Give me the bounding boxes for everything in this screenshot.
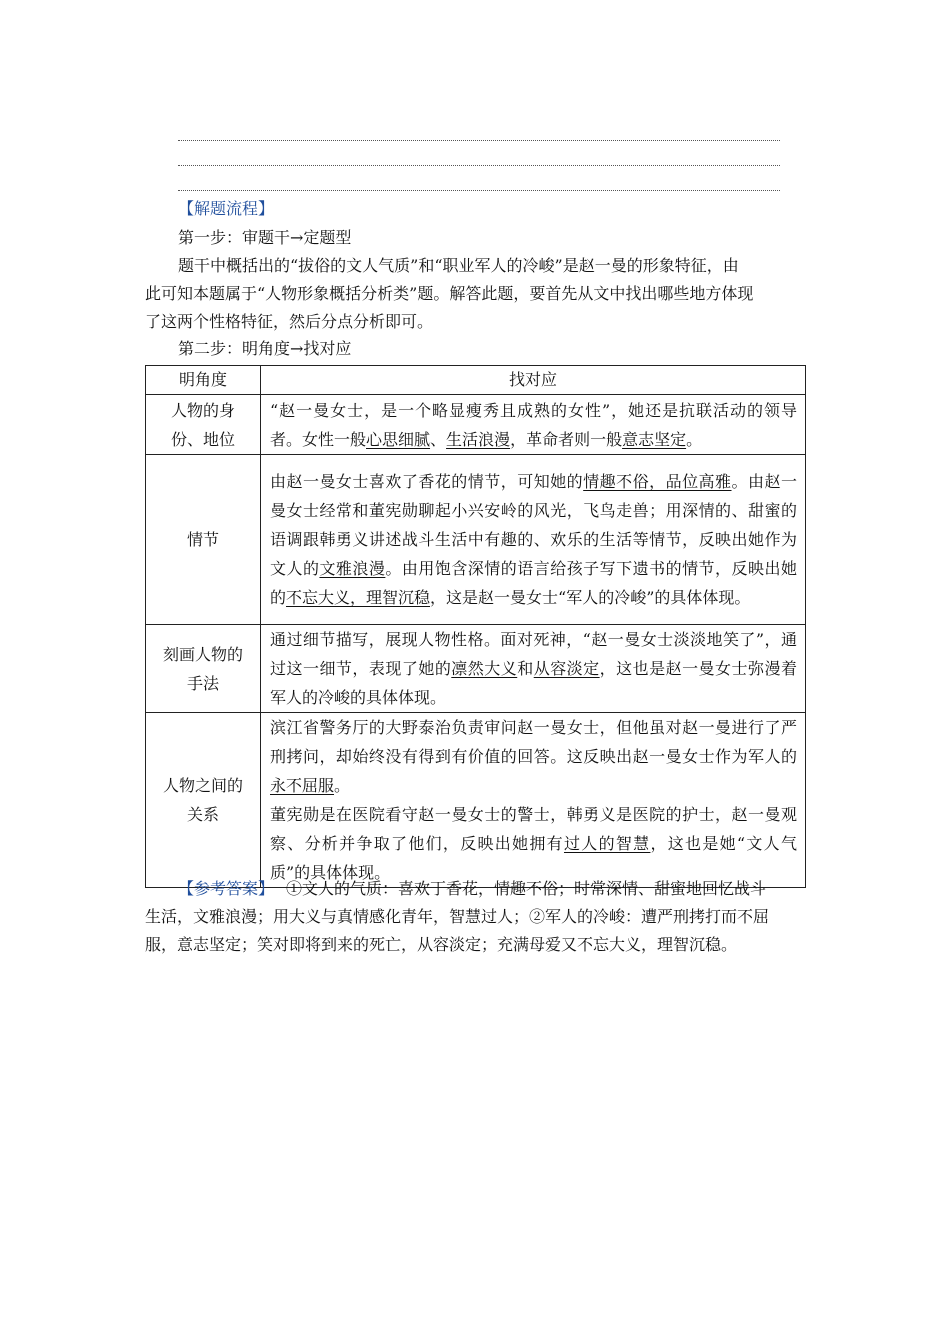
angle-label-line: 刻画人物的 [162, 644, 243, 664]
row-angle [146, 625, 261, 713]
content-text: 由赵一曼女士喜欢了香花的情节，可知她的 [270, 472, 584, 491]
content-text: 通过细节描写，展现人物性格。面对死神，“赵一曼女士淡淡地笑了”，通过这一细节，表现了她的 [270, 630, 797, 678]
header-angle: 明角度 [146, 366, 261, 395]
table-row [146, 713, 806, 888]
step2-title: 第二步：明角度→找对应 [178, 339, 352, 358]
answer-line [145, 874, 807, 903]
table-row [146, 625, 806, 713]
row-content [261, 625, 806, 713]
row-angle [146, 713, 261, 888]
step1-paragraph-line: 题干中概括出的“拔俗的文人气质”和“职业军人的冷峻”是赵一曼的形象特征，由 [178, 256, 739, 275]
step1-paragraph-line: 此可知本题属于“人物形象概括分析类”题。解答此题，要首先从文中找出哪些地方体现 [145, 284, 754, 303]
answer-blank-line [178, 140, 780, 141]
answer-label: 【参考答案】 [178, 879, 275, 898]
answer-line: 生活，文雅浪漫；用大义与真情感化青年，智慧过人；②军人的冷峻：遭严刑拷打而不屈 [145, 907, 770, 926]
underlined-keyword: 意志坚定 [622, 429, 687, 449]
table-row [146, 455, 806, 625]
content-text: “赵一曼女士，是一个略显瘦秀且成熟的女性”，她还是抗联活动的领导者。女性一般 [270, 400, 797, 449]
angle-label-line: 关系 [186, 805, 219, 824]
content-text: 董宪勋是在医院看守赵一曼女士的警士，韩勇义是医院的护士，赵一曼观察、分析并争取了他们，反映出她拥有 [270, 805, 797, 853]
angle-label-line: 份、地位 [170, 429, 235, 449]
content-text: ，这也是赵一曼女士弥漫着军人的冷峻的具体体现。 [270, 659, 797, 707]
underlined-keyword: 从容淡定 [533, 659, 600, 678]
row-angle [146, 395, 261, 455]
underlined-keyword: 文雅浪漫 [319, 559, 386, 578]
content-text: 。 [686, 429, 703, 449]
underlined-keyword: 生活浪漫 [446, 429, 511, 449]
content-text: 。由赵一曼女士经常和董宪勋聊起小兴安岭的风光，飞鸟走兽；用深情的、甜蜜的语调跟韩勇义讲述战斗生活中有趣的、欢乐的生活等情节，反映出她作为文人的 [270, 472, 797, 578]
row-content [261, 713, 806, 888]
angle-label-line: 人物的身 [170, 400, 235, 420]
content-text: 。 [334, 776, 351, 795]
table-row [146, 395, 806, 455]
row-content [261, 455, 806, 625]
underlined-keyword: 情趣不俗，品位高雅 [583, 472, 732, 491]
row-angle [146, 455, 261, 625]
angle-label-line: 人物之间的 [162, 776, 243, 795]
table-header-row [146, 366, 806, 395]
content-text: 、 [430, 429, 447, 449]
answer-blank-line [178, 190, 780, 191]
answer-blank-line [178, 165, 780, 166]
answer-text: ①文人的气质：喜欢丁香花，情趣不俗；时常深情、甜蜜地回忆战斗 [286, 879, 767, 898]
content-text: 和 [517, 659, 534, 678]
answer-line: 服，意志坚定；笑对即将到来的死亡，从容淡定；充满母爱又不忘大义，理智沉稳。 [145, 935, 738, 954]
content-text: 滨江省警务厅的大野泰治负责审问赵一曼女士，但他虽对赵一曼进行了严刑拷问，却始终没有得到有价值的回答。这反映出赵一曼女士作为军人的 [270, 718, 797, 766]
underlined-keyword: 永不屈服 [270, 776, 335, 795]
content-text: ，这是赵一曼女士“军人的冷峻”的具体体现。 [430, 588, 751, 607]
step1-paragraph-line: 了这两个性格特征，然后分点分析即可。 [145, 312, 434, 331]
underlined-keyword: 过人的智慧 [563, 834, 651, 853]
analysis-table [145, 365, 806, 888]
underlined-keyword: 凛然大义 [451, 659, 518, 678]
angle-label-line: 情节 [186, 530, 219, 549]
underlined-keyword: 心思细腻 [366, 429, 431, 449]
content-text: ，革命者则一般 [510, 429, 623, 449]
row-content [261, 395, 806, 455]
angle-label-line: 手法 [186, 673, 219, 693]
content-text: ，这也是她“文人气质”的具体体现。 [270, 834, 797, 882]
step1-title: 第一步：审题干→定题型 [178, 228, 352, 247]
content-text: 。由用饱含深情的语言给孩子写下遗书的情节，反映出她的 [270, 559, 797, 607]
header-correspondence: 找对应 [261, 366, 806, 395]
underlined-keyword: 不忘大义，理智沉稳 [286, 588, 431, 607]
section-heading: 【解题流程】 [178, 199, 275, 218]
